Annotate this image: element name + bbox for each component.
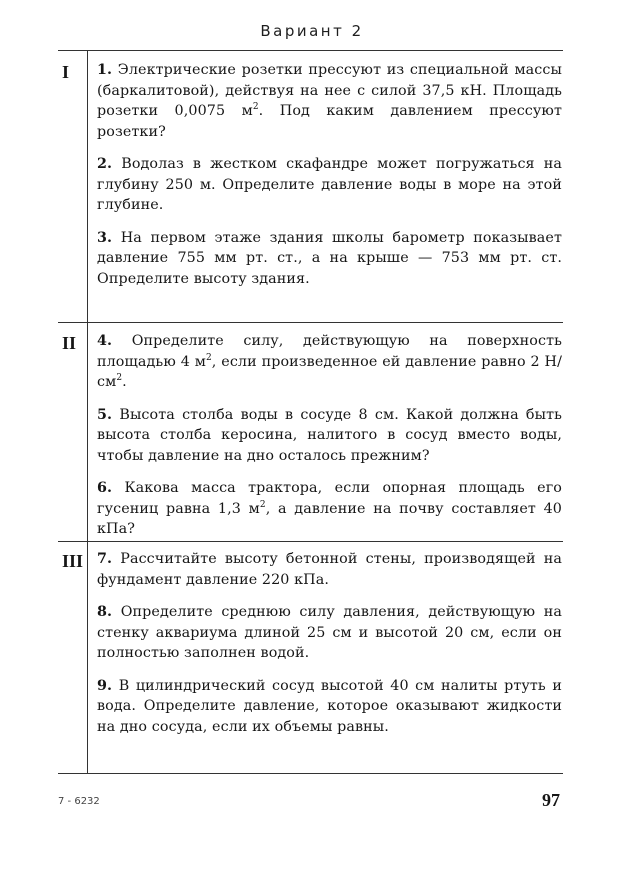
- section-label: I: [62, 62, 70, 82]
- problem-9: 9. В цилиндрический сосуд высотой 40 см налиты ртуть и вода. Определите давление, которое оказывают жидкости на дно сосуда, если их объемы равны.: [97, 677, 562, 735]
- print-code: 7 - 6232: [58, 796, 100, 807]
- section-divider: [58, 322, 563, 323]
- section-3: [97, 549, 562, 749]
- column-divider: [87, 50, 88, 774]
- variant-title: Вариант 2: [260, 22, 364, 40]
- section-label: III: [62, 551, 84, 571]
- section-label: II: [62, 333, 77, 353]
- problem-4: 4. Определите силу, действующую на поверхность площадью 4 $м^2$, если произведенное ей давление равно 2 $Н/см^2$.: [97, 333, 563, 390]
- problem-8: 8. Определите среднюю силу давления, действующую на стенку аквариума длиной 25 см и высотой 20 см, если он полностью заполнен водой.: [97, 604, 562, 661]
- table-top-rule: [58, 50, 563, 51]
- problem-1: 1. Электрические розетки прессуют из специальной массы (баркалитовой), действуя на нее с силой 37,5 кН. Площадь розетки 0,0075 $м^2$. Под каким давлением прессуют розетки?: [97, 62, 562, 140]
- problem-7: 7. Рассчитайте высоту бетонной стены, производящей на фундамент давление 220 кПа.: [97, 551, 563, 588]
- problem-3: 3. На первом этаже здания школы барометр показывает давление 755 мм рт. ст., а на крыше — 753 мм рт. ст. Определите высоту здания.: [97, 229, 562, 287]
- page-number: 97: [542, 790, 560, 810]
- problem-6: 6. Какова масса трактора, если опорная площадь его гусениц равна 1,3 $м^2$, а давление на почву составляет 40 кПа?: [97, 480, 562, 537]
- table-bottom-rule: [58, 773, 563, 774]
- problem-2: 2. Водолаз в жестком скафандре может погружаться на глубину 250 м. Определите давление воды в море на этой глубине.: [97, 156, 562, 213]
- section-1: [97, 60, 562, 301]
- section-2: [97, 331, 562, 552]
- problem-5: 5. Высота столба воды в сосуде 8 см. Какой должна быть высота столба керосина, налитого в сосуд вместо воды, чтобы давление на дно осталось прежним?: [97, 406, 562, 464]
